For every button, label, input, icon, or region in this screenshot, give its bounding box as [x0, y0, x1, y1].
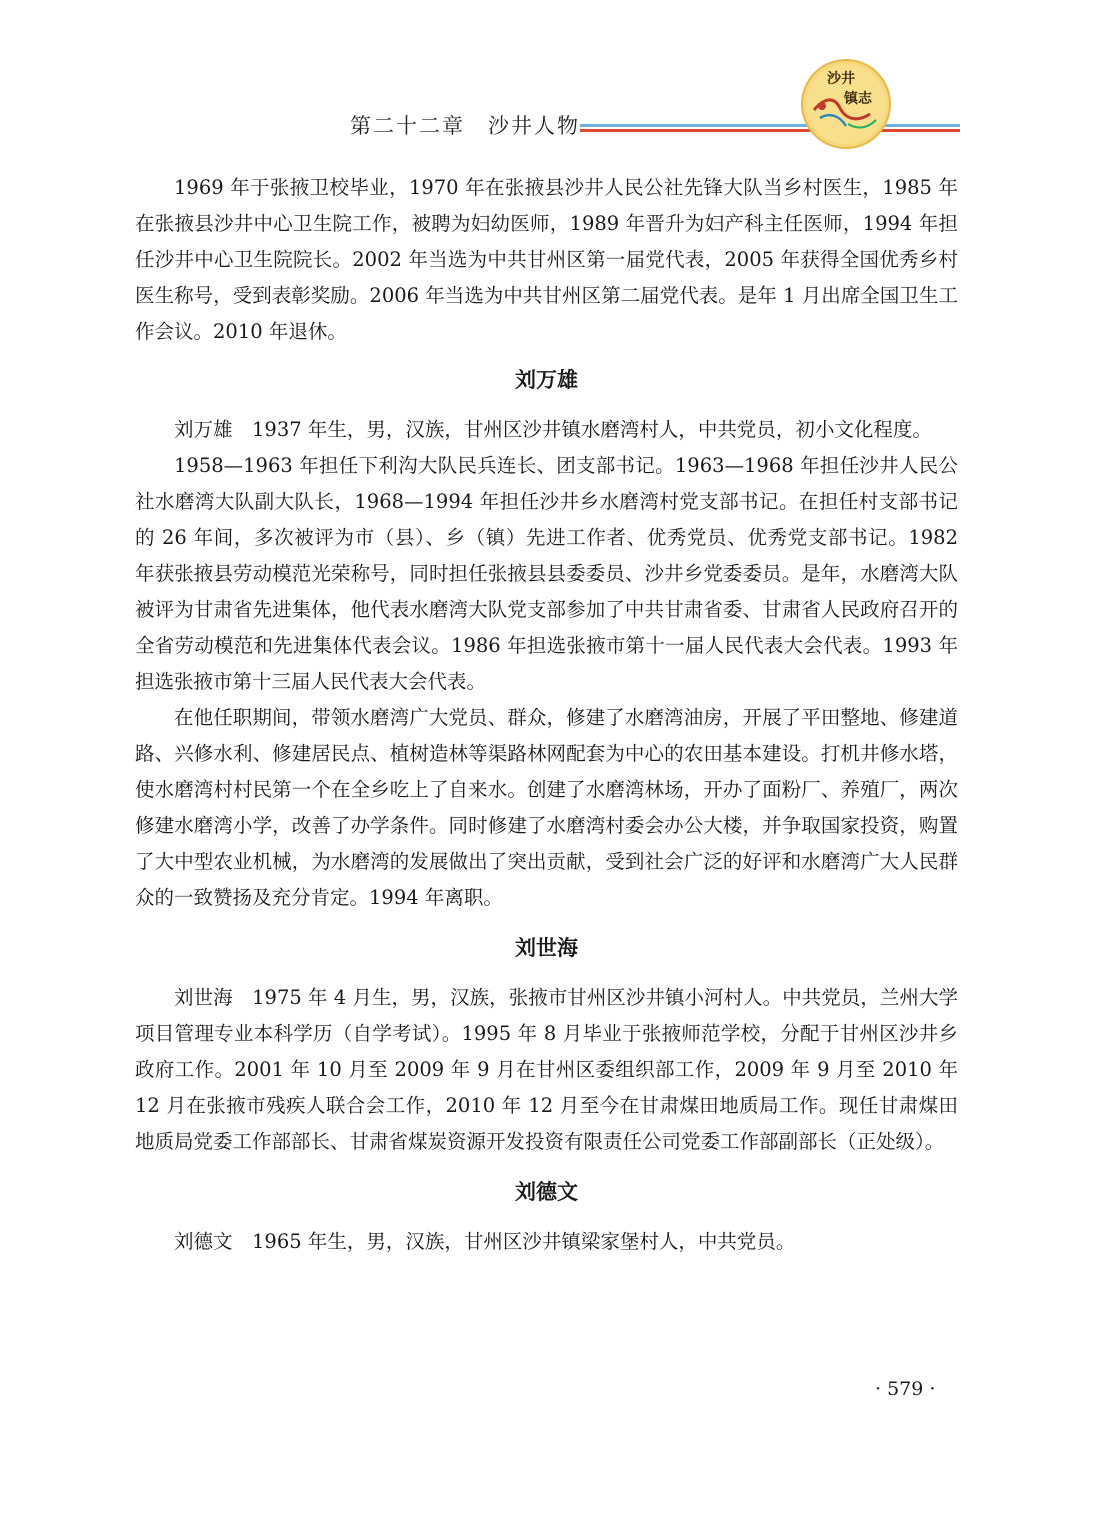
biography-paragraph: 刘万雄 1937 年生，男，汉族，甘州区沙井镇水磨湾村人，中共党员，初小文化程度。 [174, 418, 932, 441]
chapter-title: 第二十二章 沙井人物 [350, 114, 580, 138]
biography-paragraph: 刘德文 1965 年生，男，汉族，甘州区沙井镇梁家堡村人，中共党员。 [174, 1230, 796, 1253]
emblem-text-top: 沙井 [827, 71, 855, 87]
intro-paragraph: 1969 年于张掖卫校毕业，1970 年在张掖县沙井人民公社先锋大队当乡村医生，1985 年在张掖县沙井中心卫生院工作，被聘为妇幼医师，1989 年晋升为妇产科主任医师，1994 年担任沙井中心卫生院院长。2002 年当选为中共甘州区第一届党代表，2005 年获得全国优秀乡村医生称号，受到表彰奖励。2006 年当选为中共甘州区第二届党代表。是年 1 月出席全国卫生工作会议。2010 年退休。 [135, 176, 958, 343]
emblem-text-bottom: 镇志 [844, 91, 872, 107]
section-heading-liu-wanxiong: 刘万雄 [515, 368, 578, 392]
section-heading-liu-dewen: 刘德文 [515, 1180, 578, 1204]
page-body [135, 170, 958, 1260]
biography-paragraph: 在他任职期间，带领水磨湾广大党员、群众，修建了水磨湾油房，开展了平田整地、修建道路、兴修水利、修建居民点、植树造林等渠路林网配套为中心的农田基本建设。打机井修水塔，使水磨湾村村民第一个在全乡吃上了自来水。创建了水磨湾林场，开办了面粉厂、养殖厂，两次修建水磨湾小学，改善了办学条件。同时修建了水磨湾村委会办公大楼，并争取国家投资，购置了大中型农业机械，为水磨湾的发展做出了突出贡献，受到社会广泛的好评和水磨湾广大人民群众的一致赞扬及充分肯定。1994 年离职。 [135, 706, 958, 909]
section-heading-liu-shihai: 刘世海 [515, 936, 578, 960]
biography-paragraph: 刘世海 1975 年 4 月生，男，汉族，张掖市甘州区沙井镇小河村人。中共党员，兰州大学项目管理专业本科学历（自学考试）。1995 年 8 月毕业于张掖师范学校，分配于甘州区沙井乡政府工作。2001 年 10 月至 2009 年 9 月在甘州区委组织部工作，2009 年 9 月至 2010 年 12 月在张掖市残疾人联合会工作，2010 年 12 月至今在甘肃煤田地质局工作。现任甘肃煤田地质局党委工作部部长、甘肃省煤炭资源开发投资有限责任公司党委工作部副部长（正处级）。 [135, 986, 958, 1153]
header-rule-red [580, 129, 960, 132]
biography-paragraph: 1958—1963 年担任下利沟大队民兵连长、团支部书记。1963—1968 年担任沙井人民公社水磨湾大队副大队长，1968—1994 年担任沙井乡水磨湾村党支部书记。在担任村支部书记的 26 年间，多次被评为市（县）、乡（镇）先进工作者、优秀党员、优秀党支部书记。1982 年获张掖县劳动模范光荣称号，同时担任张掖县县委委员、沙井乡党委委员。是年，水磨湾大队被评为甘肃省先进集体，他代表水磨湾大队党支部参加了中共甘肃省委、甘肃省人民政府召开的全省劳动模范和先进集体代表会议。1986 年担选张掖市第十一届人民代表大会代表。1993 年担选张掖市第十三届人民代表大会代表。 [135, 454, 958, 693]
header-rule-blue [580, 124, 960, 127]
page-number: · 579 · [875, 1378, 936, 1400]
